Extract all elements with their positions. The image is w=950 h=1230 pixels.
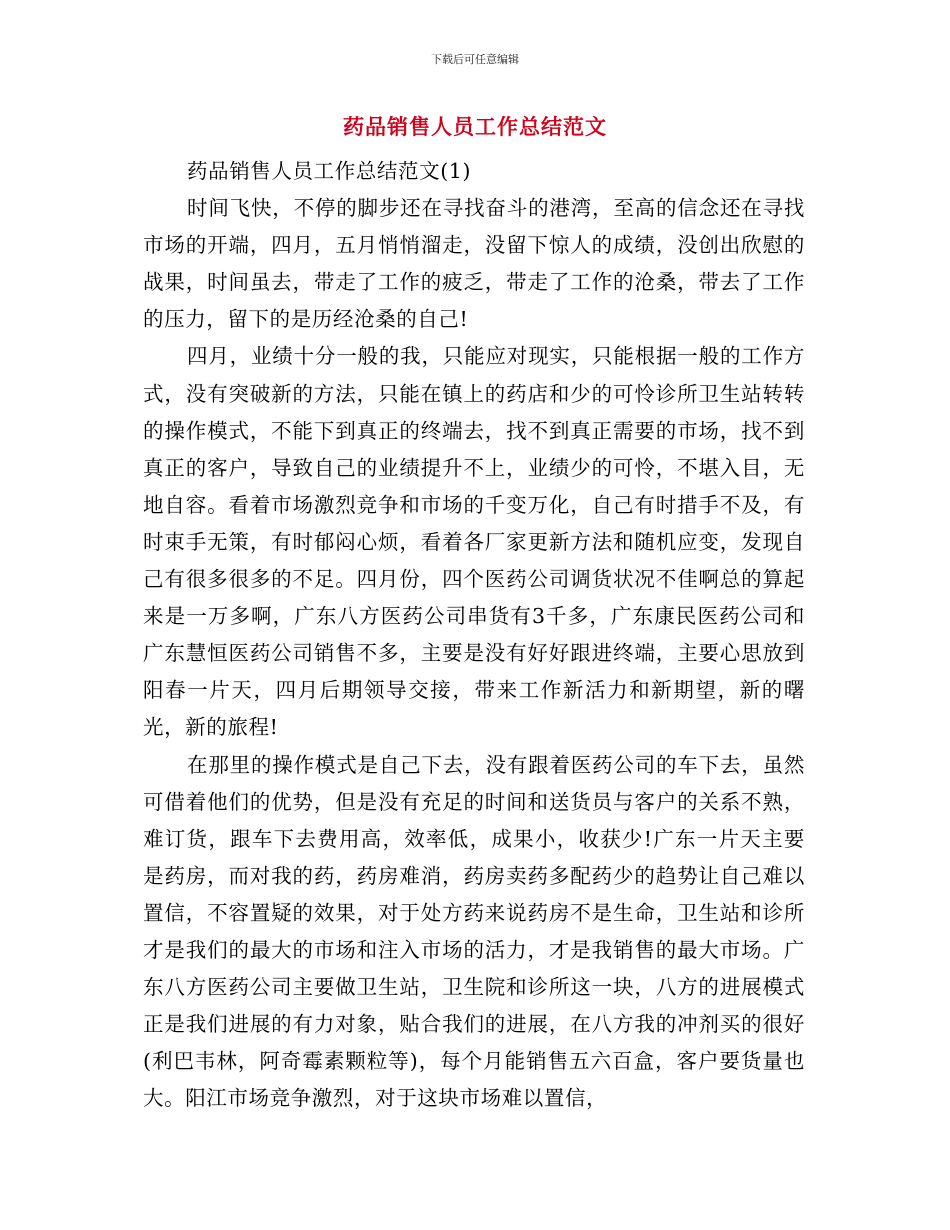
paragraph-1: 时间飞快，不停的脚步还在寻找奋斗的港湾，至高的信念还在寻找市场的开端，四月，五月悄悄溜走，没留下惊人的成绩，没创出欣慰的战果，时间虽去，带走了工作的疲乏，带走了工作的沧桑，带去了工作的压力，留下的是历经沧桑的自己!: [143, 196, 805, 332]
paragraph-2: 四月，业绩十分一般的我，只能应对现实，只能根据一般的工作方式，没有突破新的方法，只能在镇上的药店和少的可怜诊所卫生站转转的操作模式，不能下到真正的终端去，找不到真正需要的市场，找不到真正的客户，导致自己的业绩提升不上，业绩少的可怜，不堪入目，无地自容。看着市场激烈竞争和市场的千变万化，自己有时措手不及，有时束手无策，有时郁闷心烦，看着各厂家更新方法和随机应变，发现自己有很多很多的不足。四月份，四个医药公司调货状况不佳啊总的算起来是一万多啊，广东八方医药公司串货有3千多，广东康民医药公司和广东慧恒医药公司销售不多，主要是没有好好跟进终端，主要心思放到阳春一片天，四月后期领导交接，带来工作新活力和新期望，新的曙光，新的旅程!: [143, 344, 805, 740]
paragraph-3: 在那里的操作模式是自己下去，没有跟着医药公司的车下去，虽然可借着他们的优势，但是没有充足的时间和送货员与客户的关系不熟，难订货，跟车下去费用高，效率低，成果小，收获少!广东一片天主要是药房，而对我的药，药房难消，药房卖药多配药少的趋势让自己难以置信，不容置疑的效果，对于处方药来说药房不是生命，卫生站和诊所才是我们的最大的市场和注入市场的活力，才是我销售的最大市场。广东八方医药公司主要做卫生站，卫生院和诊所这一块，八方的进展模式正是我们进展的有力对象，贴合我们的进展，在八方我的冲剂买的很好(利巴韦林，阿奇霉素颗粒等)，每个月能销售五六百盒，客户要货量也大。阳江市场竞争激烈，对于这块市场难以置信，: [143, 752, 805, 1111]
document-title: 药品销售人员工作总结范文: [343, 114, 607, 139]
document-body: [143, 153, 805, 1117]
section-subtitle: 药品销售人员工作总结范文(1): [187, 159, 472, 183]
page-header: 下载后可任意编辑: [431, 53, 519, 66]
